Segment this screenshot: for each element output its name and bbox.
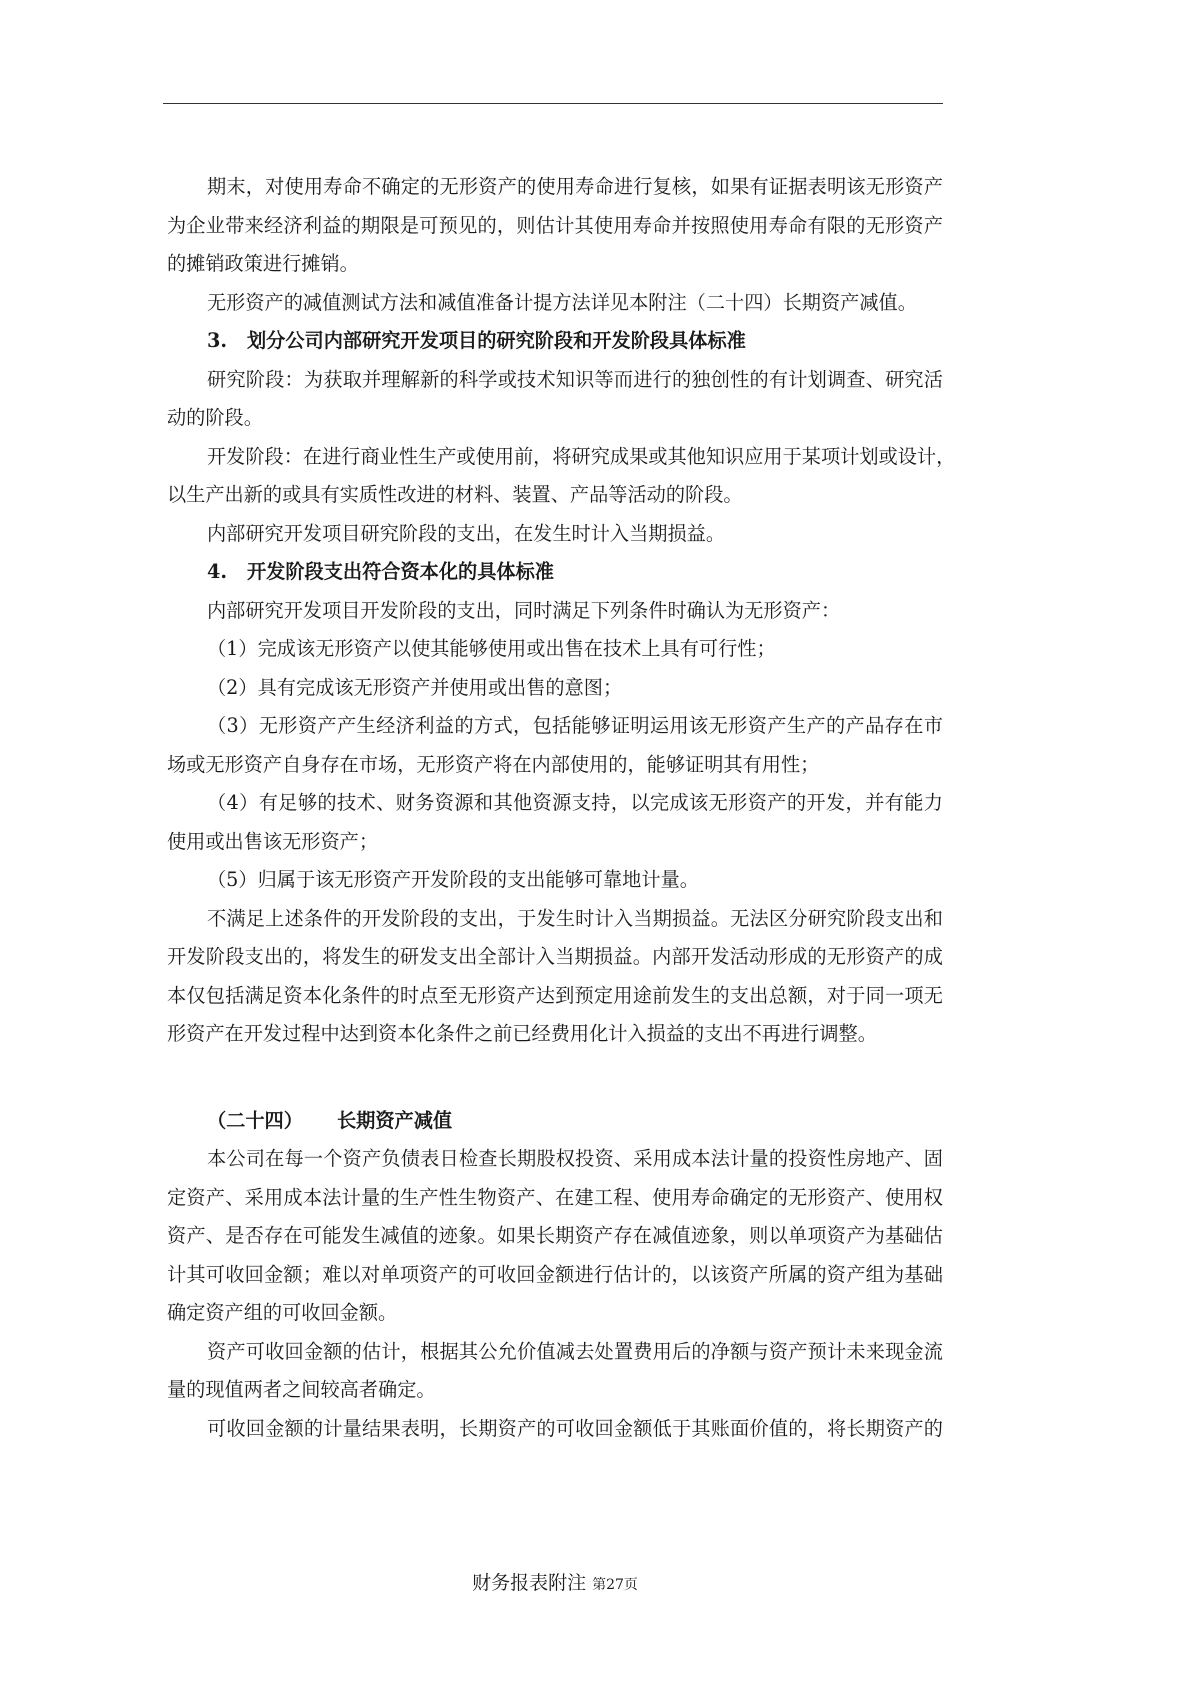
header-rule bbox=[163, 103, 943, 104]
text-line: 使用或出售该无形资产； bbox=[167, 829, 379, 853]
text-line: 为企业带来经济利益的期限是可预见的，则估计其使用寿命并按照使用寿命有限的无形资产 bbox=[167, 213, 943, 237]
text-line: 确定资产组的可收回金额。 bbox=[167, 1301, 398, 1324]
footer-title: 财务报表附注 bbox=[472, 1572, 587, 1594]
text-line: 形资产在开发过程中达到资本化条件之前已经费用化计入损益的支出不再进行调整。 bbox=[167, 1022, 877, 1045]
paragraph bbox=[167, 630, 943, 669]
text-line: 开发阶段支出的，将发生的研发支出全部计入当期损益。内部开发活动形成的无形资产的成 bbox=[167, 945, 943, 968]
subsection-heading bbox=[167, 553, 943, 592]
section-heading bbox=[167, 1102, 943, 1141]
heading-text: 开发阶段支出符合资本化的具体标准 bbox=[247, 560, 554, 583]
text-line: 定资产、采用成本法计量的生产性生物资产、在建工程、使用寿命确定的无形资产、使用权 bbox=[167, 1185, 943, 1209]
text-line: 可收回金额的计量结果表明，长期资产的可收回金额低于其账面价值的，将长期资产的 bbox=[207, 1416, 943, 1440]
paragraph bbox=[167, 707, 943, 784]
paragraph bbox=[167, 284, 943, 323]
paragraph bbox=[167, 1333, 943, 1410]
text-line: 内部研究开发项目开发阶段的支出，同时满足下列条件时确认为无形资产： bbox=[207, 598, 841, 622]
heading-text: 长期资产减值 bbox=[337, 1108, 453, 1132]
paragraph bbox=[167, 669, 943, 708]
text-line: （2）具有完成该无形资产并使用或出售的意图； bbox=[207, 675, 623, 699]
text-line: （3）无形资产产生经济利益的方式，包括能够证明运用该无形资产生产的产品存在市 bbox=[207, 714, 943, 737]
text-line: 不满足上述条件的开发阶段的支出，于发生时计入当期损益。无法区分研究阶段支出和 bbox=[207, 906, 943, 930]
text-line: 动的阶段。 bbox=[167, 406, 263, 429]
paragraph bbox=[167, 438, 956, 515]
paragraph bbox=[167, 784, 943, 861]
text-line: 以生产出新的或具有实质性改进的材料、装置、产品等活动的阶段。 bbox=[167, 483, 743, 506]
text-line: （5）归属于该无形资产开发阶段的支出能够可靠地计量。 bbox=[207, 868, 699, 891]
document-body bbox=[167, 168, 956, 1448]
paragraph bbox=[167, 515, 943, 554]
heading-number: 3. bbox=[207, 329, 228, 352]
text-line: 本仅包括满足资本化条件的时点至无形资产达到预定用途前发生的支出总额，对于同一项无 bbox=[167, 983, 943, 1007]
paragraph bbox=[167, 361, 943, 438]
text-line: 资产可收回金额的估计，根据其公允价值减去处置费用后的净额与资产预计未来现金流 bbox=[207, 1339, 943, 1363]
heading-text: 划分公司内部研究开发项目的研究阶段和开发阶段具体标准 bbox=[247, 329, 746, 352]
page-number: 第27页 bbox=[592, 1577, 638, 1593]
text-line: 内部研究开发项目研究阶段的支出，在发生时计入当期损益。 bbox=[207, 521, 726, 545]
text-line: 资产、是否存在可能发生减值的迹象。如果长期资产存在减值迹象，则以单项资产为基础估 bbox=[167, 1224, 943, 1247]
page-footer bbox=[0, 1568, 1110, 1595]
paragraph bbox=[167, 1140, 943, 1333]
paragraph bbox=[167, 861, 943, 900]
text-line: 开发阶段：在进行商业性生产或使用前，将研究成果或其他知识应用于某项计划或设计， bbox=[207, 444, 956, 468]
text-line: 本公司在每一个资产负债表日检查长期股权投资、采用成本法计量的投资性房地产、固 bbox=[207, 1147, 943, 1170]
paragraph bbox=[167, 1410, 943, 1449]
text-line: 计其可收回金额；难以对单项资产的可收回金额进行估计的，以该资产所属的资产组为基础 bbox=[167, 1262, 943, 1286]
text-line: 无形资产的减值测试方法和减值准备计提方法详见本附注（二十四）长期资产减值。 bbox=[207, 290, 917, 314]
text-line: 场或无形资产自身存在市场，无形资产将在内部使用的，能够证明其有用性； bbox=[167, 752, 820, 776]
paragraph bbox=[167, 900, 943, 1054]
text-line: （1）完成该无形资产以使其能够使用或出售在技术上具有可行性； bbox=[207, 637, 776, 660]
heading-number: （二十四） bbox=[207, 1108, 303, 1132]
section-gap bbox=[167, 1054, 943, 1102]
paragraph bbox=[167, 592, 943, 631]
text-line: 期末，对使用寿命不确定的无形资产的使用寿命进行复核，如果有证据表明该无形资产 bbox=[207, 175, 943, 198]
paragraph bbox=[167, 168, 943, 284]
text-line: 量的现值两者之间较高者确定。 bbox=[167, 1378, 436, 1401]
subsection-heading bbox=[167, 322, 943, 361]
text-line: 研究阶段：为获取并理解新的科学或技术知识等而进行的独创性的有计划调查、研究活 bbox=[207, 367, 943, 391]
heading-number: 4. bbox=[207, 560, 228, 583]
text-line: （4）有足够的技术、财务资源和其他资源支持，以完成该无形资产的开发，并有能力 bbox=[207, 791, 943, 814]
text-line: 的摊销政策进行摊销。 bbox=[167, 252, 359, 275]
